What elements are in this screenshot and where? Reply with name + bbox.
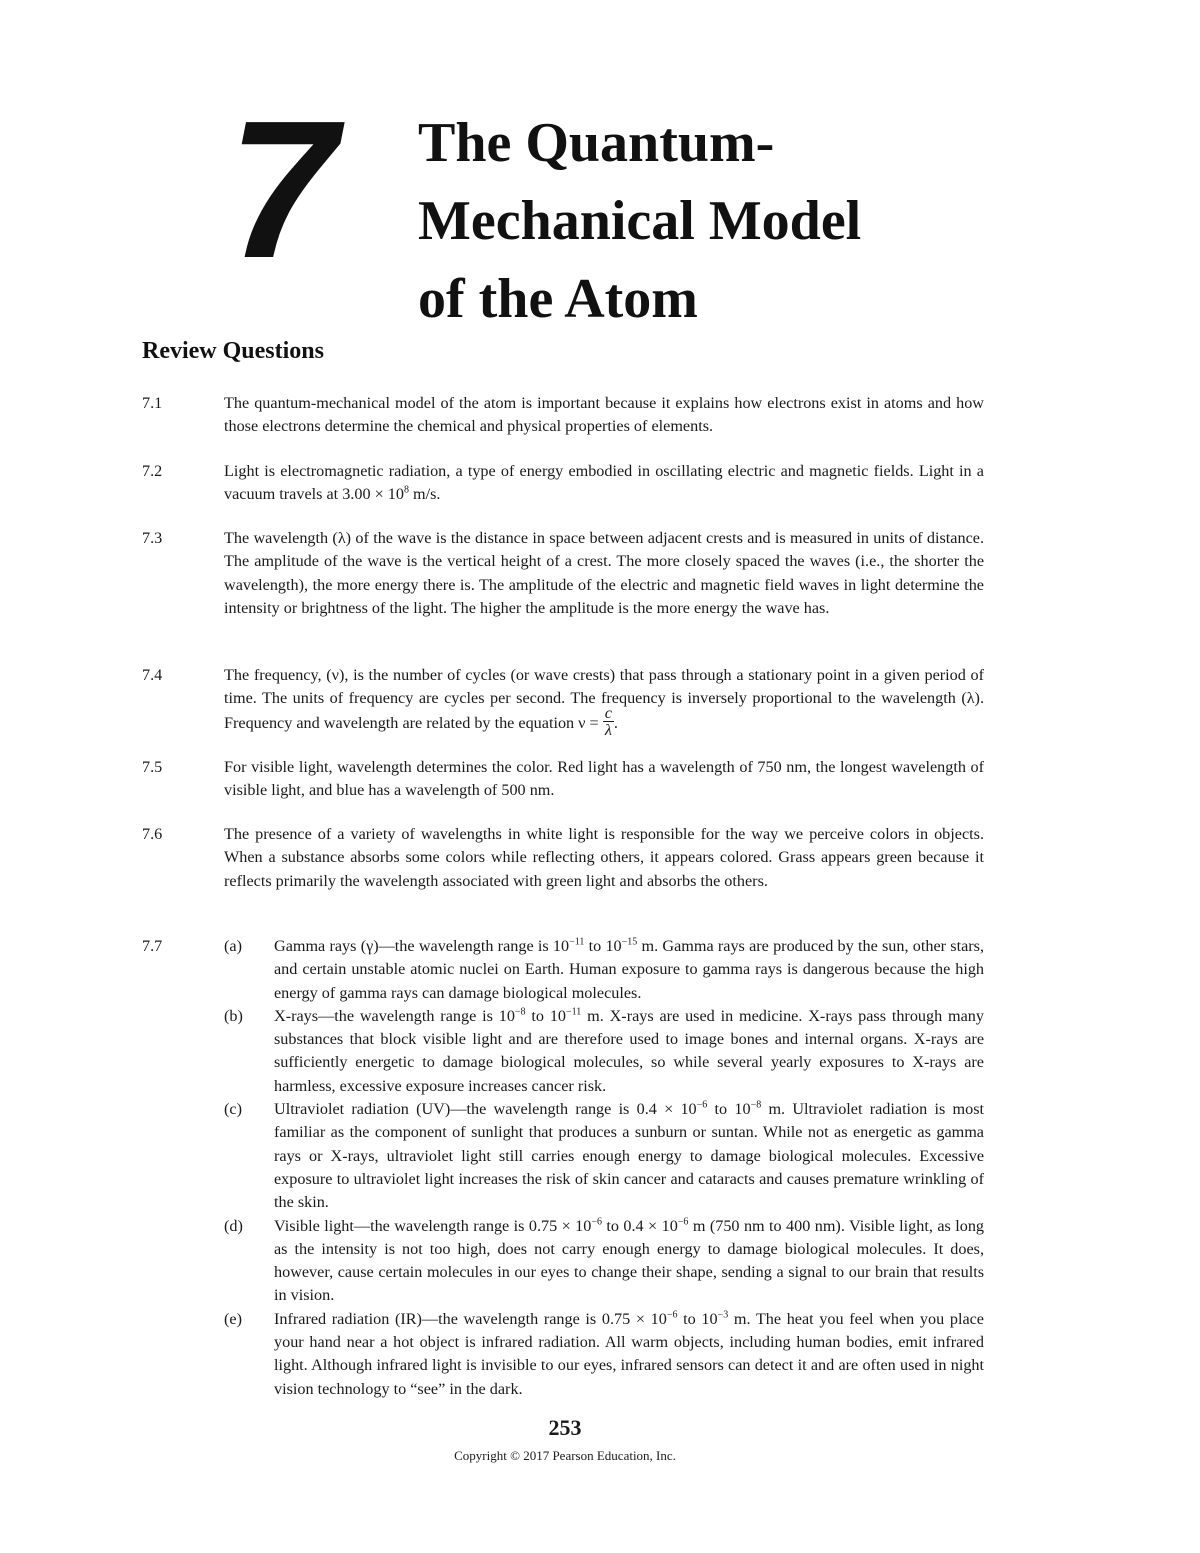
exponent: −6 [666,1309,678,1321]
exponent: −11 [566,1006,582,1018]
subitem-b [224,1005,984,1098]
question-text [224,664,984,738]
exponent: −6 [677,1216,689,1228]
text-segment: Light is electromagnetic radiation, a type of energy embodied in oscillating electric and magnetic fields. Light in a vacuum travels at 3.00 × 10 [224,462,984,504]
chapter-title [418,104,978,338]
chapter-number: 7 [228,80,334,299]
subitem-d [224,1215,984,1308]
fraction-denominator: λ [604,720,612,739]
question-number: 7.7 [142,937,163,955]
text-segment: . [613,713,618,732]
subitem-text [274,935,984,1005]
text-segment: to 10 [525,1006,567,1025]
text-segment: to 10 [584,937,622,955]
question-7-5 [142,756,984,803]
subitem-a [224,935,984,1005]
text-segment: to 10 [677,1309,718,1328]
exponent: −6 [696,1099,708,1111]
text-segment: m/s. [408,485,441,504]
question-text [224,460,984,507]
exponent: −15 [621,936,638,948]
chapter-title-line-1: The Quantum- [418,112,775,174]
subitem-text [274,1215,984,1308]
page-number: 253 [548,1415,582,1440]
chapter-title-line-3: of the Atom [418,268,698,330]
exponent: −8 [750,1099,762,1111]
fraction [603,705,614,738]
text-segment: m. Gamma rays are produced by the sun, other stars, and certain unstable atomic nuclei on Earth. Human exposure to gamma rays is dangerous because the high energy of gamma rays can damage biological molecules. [274,937,984,1002]
question-text: The wavelength (λ) of the wave is the distance in space between adjacent crests and is measured in units of distance. The amplitude of the wave is the vertical height of a crest. The more closely spaced the waves (i.e., the shorter the wavelength), the more energy there is. The amplitude of the electric and magnetic field waves in light determine the intensity or brightness of the light. The higher the amplitude is the more energy the wave has. [224,529,984,617]
question-7-2 [142,460,984,507]
question-7-7 [142,935,984,1401]
subitem-letter: (b) [224,1006,243,1025]
copyright-notice: Copyright © 2017 Pearson Education, Inc. [454,1448,676,1463]
text-segment: m. Ultraviolet radiation is most familiar as the component of sunlight that produces a sunburn or suntan. While not as energetic as gamma rays or X-rays, ultraviolet light still carries enough energy to damage biological molecules. Excessive exposure to ultraviolet light increases the risk of skin cancer and cataracts and causes premature wrinkling of the skin. [274,1100,985,1212]
text-segment: Infrared radiation (IR)—the wavelength range is 0.75 × 10 [274,1309,667,1328]
question-7-6 [142,823,984,893]
subitem-e [224,1308,984,1401]
text-segment: The frequency, (ν), is the number of cycles (or wave crests) that pass through a stationary point in a given period of time. The units of frequency are cycles per second. The frequency is inversely proportional to the wavelength (λ). Frequency and wavelength are related by the equation ν = [224,666,984,732]
text-segment: m (750 nm to 400 nm). Visible light, as long as the intensity is not too high, does not carry enough energy to damage biological molecules. It does, however, cause certain molecules in our eyes to change their shape, sending a signal to our brain that results in vision. [274,1216,985,1305]
text-segment: to 0.4 × 10 [601,1216,678,1235]
fraction-numerator: c [604,703,612,722]
subitem-text [274,1005,984,1098]
question-number: 7.4 [142,666,163,684]
subitem-c [224,1098,984,1214]
subitem-text [274,1098,984,1214]
chapter-title-line-2: Mechanical Model [418,190,862,252]
question-number: 7.1 [142,394,163,412]
question-7-4 [142,664,984,738]
exponent: −11 [569,936,585,948]
question-7-3 [142,527,984,620]
text-segment: m. The heat you feel when you place your hand near a hot object is infrared radiation. All warm objects, including human bodies, emit infrared light. Although infrared light is invisible to our eyes, infrared sensors can detect it and are often used in night vision technology to “see” in the dark. [274,1309,984,1398]
question-text: For visible light, wavelength determines the color. Red light has a wavelength of 750 nm, the longest wavelength of visible light, and blue has a wavelength of 500 nm. [224,758,984,800]
text-segment: Gamma rays (γ)—the wavelength range is 10 [274,937,570,955]
question-7-1 [142,392,984,439]
text-segment: Visible light—the wavelength range is 0.75 × 10 [274,1216,592,1235]
subitem-letter: (a) [224,937,242,955]
question-text: The quantum-mechanical model of the atom is important because it explains how electrons exist in atoms and how those electrons determine the chemical and physical properties of elements. [224,394,984,436]
subitem-letter: (c) [224,1100,242,1119]
question-number: 7.2 [142,462,163,480]
section-heading: Review Questions [142,338,324,364]
text-segment: to 10 [707,1100,751,1119]
subitem-letter: (d) [224,1216,243,1235]
exponent: −3 [717,1309,729,1321]
exponent: −8 [514,1006,526,1018]
text-segment: m. X-rays are used in medicine. X-rays pass through many substances that block visible light and are therefore used to image bones and internal organs. X-rays are sufficiently energetic to damage biological molecules, so while several yearly exposures to X-rays are harmless, excessive exposure increases cancer risk. [274,1006,984,1095]
text-segment: X-rays—the wavelength range is 10 [274,1006,515,1025]
subitem-text [274,1308,984,1401]
exponent: 8 [403,484,409,496]
question-number: 7.6 [142,825,163,843]
question-number: 7.5 [142,758,163,776]
question-number: 7.3 [142,529,163,547]
exponent: −6 [591,1216,602,1228]
question-text: The presence of a variety of wavelengths in white light is responsible for the way we perceive colors in objects. When a substance absorbs some colors while reflecting others, it appears colored. Grass appears green because it reflects primarily the wavelength associated with green light and absorbs the others. [224,825,984,890]
subitem-letter: (e) [224,1309,242,1328]
text-segment: Ultraviolet radiation (UV)—the wavelength range is 0.4 × 10 [274,1100,697,1119]
